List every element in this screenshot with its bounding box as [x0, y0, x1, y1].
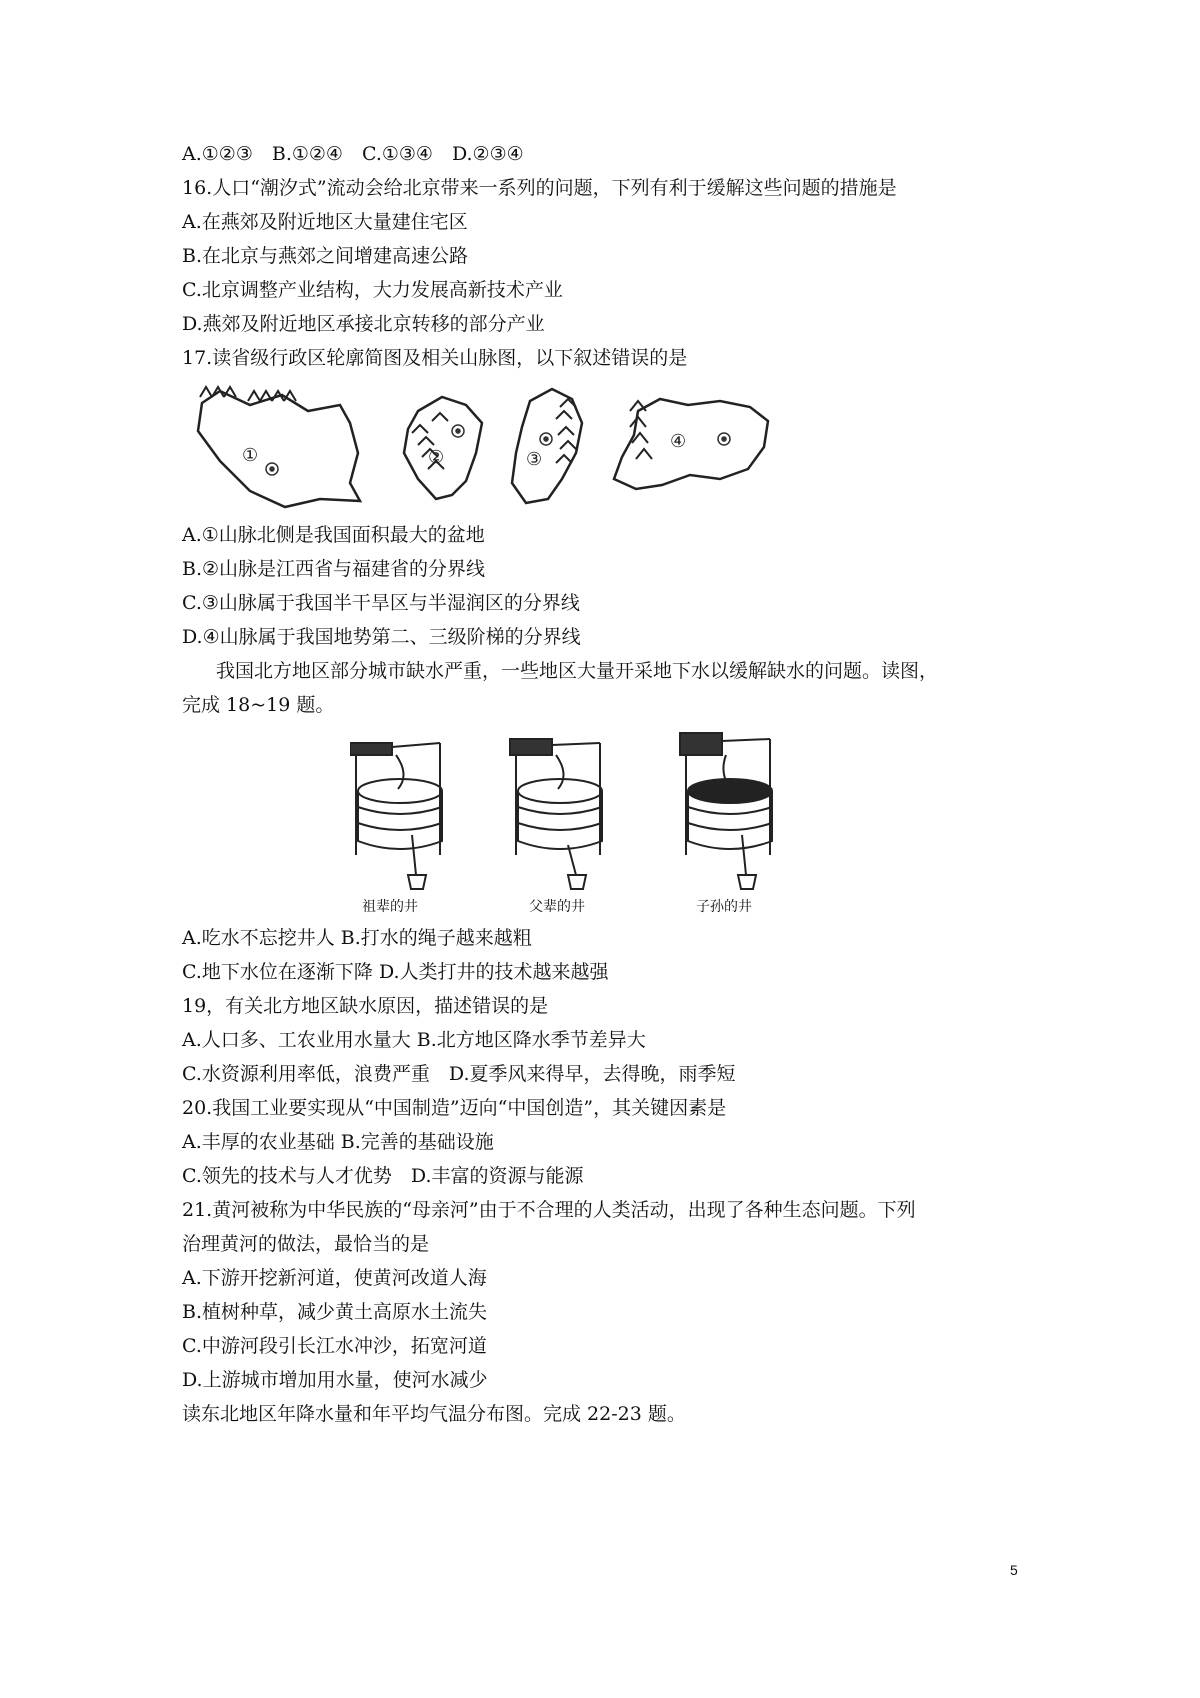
caption-descendants-well: 子孙的井 — [696, 899, 752, 915]
option-21a: A.下游开挖新河道，使黄河改道人海 — [182, 1267, 487, 1289]
option-17a: A.①山脉北侧是我国面积最大的盆地 — [182, 524, 485, 546]
well-descendants — [680, 733, 772, 889]
option-17c: C.③山脉属于我国半干旱区与半湿润区的分界线 — [182, 592, 580, 614]
question-21: 21.黄河被称为中华民族的“母亲河”由于不合理的人类活动，出现了各种生态问题。下列 — [182, 1199, 916, 1221]
province-label-1: ① — [242, 445, 259, 466]
option-21d: D.上游城市增加用水量，使河水减少 — [182, 1369, 488, 1391]
answer-options-15: A.①②③ B.①②④ C.①③④ D.②③④ — [182, 143, 524, 165]
province-mountain-figure — [190, 383, 850, 523]
option-17b: B.②山脉是江西省与福建省的分界线 — [182, 558, 486, 580]
option-20a-b: A.丰厚的农业基础 B.完善的基础设施 — [182, 1131, 494, 1153]
caption-parents-well: 父辈的井 — [529, 899, 585, 915]
option-19a-b: A.人口多、工农业用水量大 B.北方地区降水季节差异大 — [182, 1029, 646, 1051]
option-20c-d: C.领先的技术与人才优势 D.丰富的资源与能源 — [182, 1165, 584, 1187]
question-17: 17.读省级行政区轮廓简图及相关山脉图，以下叙述错误的是 — [182, 347, 688, 369]
well-parents — [510, 739, 602, 889]
passage-22-23: 读东北地区年降水量和年平均气温分布图。完成 22-23 题。 — [182, 1403, 686, 1425]
wells-figure — [350, 725, 850, 895]
option-17d: D.④山脉属于我国地势第二、三级阶梯的分界线 — [182, 626, 581, 648]
option-21b: B.植树种草，减少黄土高原水土流失 — [182, 1301, 488, 1323]
option-18c-d: C.地下水位在逐渐下降 D.人类打井的技术越来越强 — [182, 961, 609, 983]
well-grandparents — [350, 743, 442, 889]
province-outline-1 — [198, 391, 360, 507]
passage-18-19: 我国北方地区部分城市缺水严重，一些地区大量开采地下水以缓解缺水的问题。读图， — [216, 660, 939, 682]
capital-symbols — [266, 425, 730, 475]
province-outline-3 — [512, 389, 582, 503]
question-16: 16.人口“潮汐式”流动会给北京带来一系列的问题，下列有利于缓解这些问题的措施是 — [182, 177, 897, 199]
passage-18-19-cont: 完成 18~19 题。 — [182, 694, 335, 716]
option-21c: C.中游河段引长江水冲沙，拓宽河道 — [182, 1335, 487, 1357]
option-18a-b: A.吃水不忘挖井人 B.打水的绳子越来越粗 — [182, 927, 532, 949]
province-label-4: ④ — [670, 431, 687, 452]
question-19: 19，有关北方地区缺水原因，描述错误的是 — [182, 995, 549, 1017]
province-outline-4 — [614, 399, 768, 489]
province-label-2: ② — [428, 447, 445, 468]
question-21-cont: 治理黄河的做法，最恰当的是 — [182, 1233, 430, 1255]
mountain-range-3 — [556, 399, 576, 463]
caption-grandparents-well: 祖辈的井 — [362, 899, 418, 915]
option-16d: D.燕郊及附近地区承接北京转移的部分产业 — [182, 313, 545, 335]
option-16b: B.在北京与燕郊之间增建高速公路 — [182, 245, 469, 267]
option-19c-d: C.水资源利用率低，浪费严重 D.夏季风来得早，去得晚，雨季短 — [182, 1063, 736, 1085]
province-label-3: ③ — [526, 449, 543, 470]
question-20: 20.我国工业要实现从“中国制造”迈向“中国创造”，其关键因素是 — [182, 1097, 727, 1119]
page-number: 5 — [1010, 1562, 1018, 1578]
option-16c: C.北京调整产业结构，大力发展高新技术产业 — [182, 279, 563, 301]
option-16a: A.在燕郊及附近地区大量建住宅区 — [182, 211, 468, 233]
